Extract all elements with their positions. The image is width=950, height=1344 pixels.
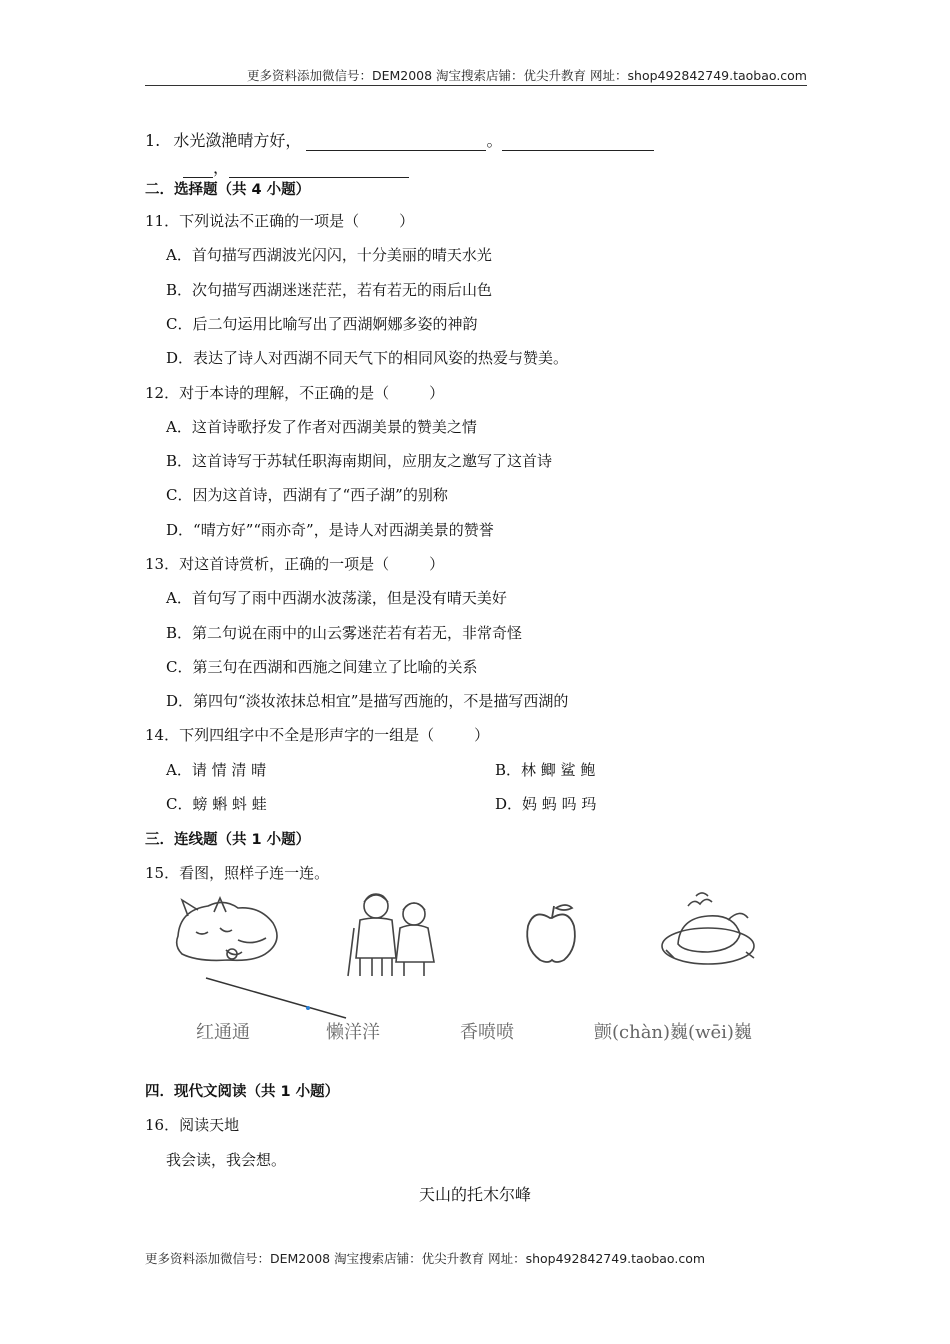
option-11-b: B．次句描写西湖迷迷茫茫，若有若无的雨后山色 xyxy=(166,281,493,299)
question-1-cont xyxy=(183,155,409,178)
option-13-a: A．首句写了雨中西湖水波荡漾，但是没有晴天美好 xyxy=(166,589,507,607)
option-14-a: A．请 情 清 晴 xyxy=(166,761,267,779)
option-13-d: D．第四句“淡妆浓抹总相宜”是描写西施的，不是描写西湖的 xyxy=(166,692,569,710)
question-1-comma: ， xyxy=(213,158,230,177)
option-11-d: D．表达了诗人对西湖不同天气下的相同风姿的热爱与赞美。 xyxy=(166,349,569,367)
label-chanweiwei[interactable]: 颤(chàn)巍(wēi)巍 xyxy=(594,1022,752,1043)
roast-chicken-icon[interactable] xyxy=(662,893,754,964)
line-dot xyxy=(306,1006,310,1010)
question-13 xyxy=(145,553,444,574)
section-2-heading: 二．选择题（共 4 小题） xyxy=(145,182,311,198)
matching-figure xyxy=(168,888,768,1048)
sleeping-cat-icon[interactable] xyxy=(177,898,277,960)
option-13-b: B．第二句说在雨中的山云雾迷茫若有若无，非常奇怪 xyxy=(166,624,523,642)
grandparents-icon[interactable] xyxy=(348,894,434,976)
paren-close: ） xyxy=(429,384,445,402)
option-14-d: D．妈 蚂 吗 玛 xyxy=(495,795,597,813)
answer-blank-4[interactable] xyxy=(229,161,409,178)
question-14-stem: 14．下列四组字中不全是形声字的一组是（ xyxy=(145,726,435,744)
reading-intro: 我会读，我会想。 xyxy=(166,1151,287,1169)
option-12-b: B．这首诗写于苏轼任职海南期间，应朋友之邀写了这首诗 xyxy=(166,452,553,470)
label-honggtongtong[interactable]: 红通通 xyxy=(196,1022,250,1043)
question-11-stem: 11．下列说法不正确的一项是（ xyxy=(145,212,360,230)
answer-blank-3[interactable] xyxy=(183,161,213,178)
sample-connecting-line xyxy=(206,978,346,1018)
option-11-a: A．首句描写西湖波光闪闪，十分美丽的晴天水光 xyxy=(166,246,492,264)
paren-close: ） xyxy=(474,726,490,744)
answer-blank-2[interactable] xyxy=(502,134,654,151)
page-header: 更多资料添加微信号：DEM2008 淘宝搜索店铺：优尖升教育 网址：shop492842749.taobao.com xyxy=(246,68,807,83)
label-xiangpenpen[interactable]: 香喷喷 xyxy=(460,1022,514,1043)
question-1-number: 1. xyxy=(145,131,161,150)
question-15-stem: 15．看图，照样子连一连。 xyxy=(145,864,330,882)
question-16-stem: 16．阅读天地 xyxy=(145,1116,240,1134)
option-14-c: C．螃 蝌 蚪 蛙 xyxy=(166,795,267,813)
question-14 xyxy=(145,724,489,745)
label-lanyangyang[interactable]: 懒洋洋 xyxy=(326,1022,380,1043)
answer-blank-1[interactable] xyxy=(306,134,486,151)
passage-title: 天山的托木尔峰 xyxy=(418,1185,531,1204)
question-1-period: 。 xyxy=(486,131,503,150)
option-12-a: A．这首诗歌抒发了作者对西湖美景的赞美之情 xyxy=(166,418,477,436)
question-11 xyxy=(145,210,414,231)
option-11-c: C．后二句运用比喻写出了西湖婀娜多姿的神韵 xyxy=(166,315,478,333)
question-12 xyxy=(145,382,444,403)
question-1-text: 水光潋滟晴方好， xyxy=(173,131,302,150)
section-4-heading: 四．现代文阅读（共 1 小题） xyxy=(145,1084,340,1100)
paren-close: ） xyxy=(399,212,415,230)
question-13-stem: 13．对这首诗赏析，正确的一项是（ xyxy=(145,555,390,573)
option-12-c: C．因为这首诗，西湖有了“西子湖”的别称 xyxy=(166,486,448,504)
section-3-heading: 三．连线题（共 1 小题） xyxy=(145,832,311,848)
question-1 xyxy=(145,128,654,151)
question-12-stem: 12．对于本诗的理解，不正确的是（ xyxy=(145,384,390,402)
header-rule xyxy=(145,85,807,86)
paren-close: ） xyxy=(429,555,445,573)
apple-icon[interactable] xyxy=(527,905,575,962)
page-footer: 更多资料添加微信号：DEM2008 淘宝搜索店铺：优尖升教育 网址：shop492842749.taobao.com xyxy=(145,1251,706,1266)
option-13-c: C．第三句在西湖和西施之间建立了比喻的关系 xyxy=(166,658,478,676)
option-12-d: D．“晴方好”“雨亦奇”，是诗人对西湖美景的赞誉 xyxy=(166,521,494,539)
option-14-b: B．林 鲫 鲨 鲍 xyxy=(495,761,596,779)
